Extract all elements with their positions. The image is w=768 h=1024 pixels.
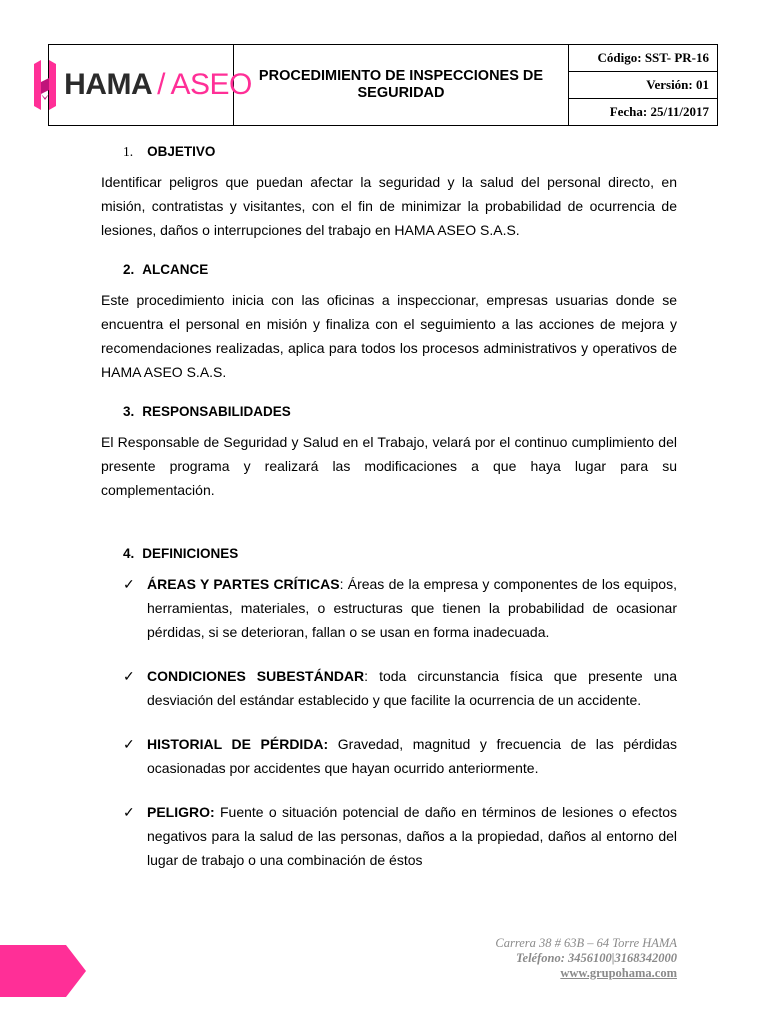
section-title: RESPONSABILIDADES	[142, 404, 291, 419]
definition-term: HISTORIAL DE PÉRDIDA:	[147, 736, 329, 752]
definition-term: ÁREAS Y PARTES CRÍTICAS	[147, 576, 340, 592]
document-title: PROCEDIMIENTO DE INSPECCIONES DE SEGURIDAD	[234, 45, 569, 125]
checkmark-icon: ✓	[123, 804, 135, 820]
definition-text: Gravedad, magnitud y frecuencia de las pérdidas ocasionadas por accidentes que hayan ocurrido anteriormente.	[147, 736, 677, 776]
definition-item	[101, 800, 677, 872]
checkmark-icon: ✓	[123, 576, 135, 592]
footer-website-link[interactable]: www.grupohama.com	[560, 966, 677, 980]
alcance-paragraph: Este procedimiento inicia con las oficinas a inspeccionar, empresas usuarias donde se encuentra el personal en misión y finaliza con el seguimiento a las acciones de mejora y recomendaciones realizadas, aplica para todos los procesos administrativos y operativos de HAMA ASEO S.A.S.	[101, 292, 677, 380]
pink-arrow-decoration	[0, 945, 88, 997]
definition-text: : toda circunstancia física que presente una desviación del estándar establecido y que facilite la ocurrencia de un accidente.	[147, 668, 678, 708]
checkmark-icon: ✓	[123, 668, 135, 684]
section-heading-responsabilidades	[101, 400, 677, 424]
section-heading-alcance	[101, 258, 677, 282]
footer-address: Carrera 38 # 63B – 64 Torre HAMA	[495, 936, 677, 950]
definition-item	[101, 572, 677, 644]
section-number: 1.	[123, 144, 134, 159]
responsabilidades-paragraph: El Responsable de Seguridad y Salud en el Trabajo, velará por el continuo cumplimiento del presente programa y realizará las modificaciones a que haya lugar para su complementación.	[101, 434, 677, 498]
hama-logo-icon	[30, 56, 60, 114]
document-header	[48, 44, 718, 126]
codigo-field: Código: SST- PR-16	[569, 45, 717, 72]
section-heading-definiciones	[101, 542, 677, 566]
objetivo-paragraph: Identificar peligros que puedan afectar la seguridad y la salud del personal directo, en misión, contratistas y visitantes, con el fin de minimizar la probabilidad de ocurrencia de lesiones, daños o interrupciones del trabajo en HAMA ASEO S.A.S.	[101, 174, 677, 238]
company-logo	[30, 56, 252, 114]
definition-term: CONDICIONES SUBESTÁNDAR	[147, 668, 365, 684]
logo-text-sub: ASEO	[170, 68, 252, 101]
definition-item	[101, 664, 677, 712]
footer-phone: Teléfono: 3456100|3168342000	[516, 951, 677, 965]
section-title: ALCANCE	[142, 262, 209, 277]
logo-cell	[49, 45, 252, 125]
definitions-list	[101, 572, 677, 872]
document-footer	[495, 936, 677, 981]
section-title: OBJETIVO	[147, 144, 216, 159]
logo-text-main: HAMA	[64, 68, 153, 101]
section-number: 4.	[123, 546, 135, 561]
definition-text: Fuente o situación potencial de daño en términos de lesiones o efectos negativos para la salud de las personas, daños a la propiedad, daños al entorno del lugar de trabajo o una combinación de éstos	[147, 804, 677, 868]
document-meta	[569, 45, 717, 125]
definition-item	[101, 732, 677, 780]
checkmark-icon: ✓	[123, 736, 135, 752]
document-body	[101, 140, 677, 892]
section-heading-objetivo	[101, 140, 677, 164]
section-number: 2.	[123, 262, 135, 277]
version-field: Versión: 01	[569, 72, 717, 99]
definition-text: : Áreas de la empresa y componentes de los equipos, herramientas, materiales, o estructuras que tienen la probabilidad de ocasionar pérdidas, si se deterioran, fallan o se usan en forma inadecuada.	[147, 576, 677, 640]
definition-term: PELIGRO:	[147, 804, 215, 820]
fecha-field: Fecha: 25/11/2017	[609, 104, 709, 119]
logo-slash: /	[157, 68, 166, 101]
section-title: DEFINICIONES	[142, 546, 239, 561]
section-number: 3.	[123, 404, 135, 419]
